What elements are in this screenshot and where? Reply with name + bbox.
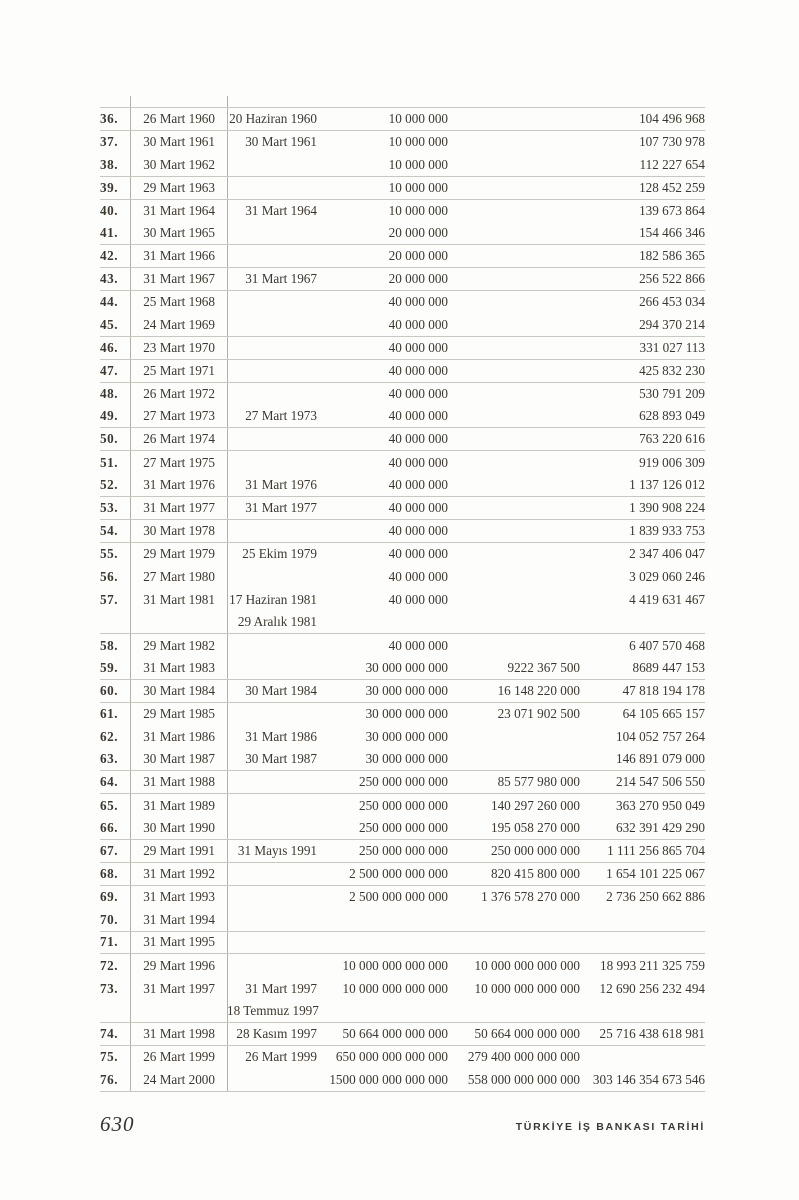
amount-column-3-cell: 104 496 968 [639, 110, 705, 126]
date-column-1-cell: 29 Mart 1996 [143, 957, 215, 973]
table-row [100, 222, 705, 245]
date-column-1-cell: 26 Mart 1999 [143, 1049, 215, 1065]
date-column-1-cell: 23 Mart 1970 [143, 339, 215, 355]
row-number-cell: 58. [100, 637, 118, 653]
amount-column-3-cell: 112 227 654 [639, 156, 705, 172]
date-column-1-cell: 31 Mart 1992 [143, 865, 215, 881]
row-number-cell: 44. [100, 294, 118, 310]
date-column-1-cell: 29 Mart 1982 [143, 637, 215, 653]
row-number-cell: 56. [100, 568, 118, 584]
table-row [100, 771, 705, 794]
date-column-1-cell: 27 Mart 1980 [143, 568, 215, 584]
table-row [100, 245, 705, 268]
table-row [100, 497, 705, 520]
row-number-cell: 51. [100, 454, 118, 470]
table-row [100, 1000, 705, 1023]
row-number-cell: 61. [100, 706, 118, 722]
amount-column-1-cell: 10 000 000 [388, 134, 448, 150]
amount-column-2-cell: 250 000 000 000 [490, 842, 580, 858]
amount-column-1-cell: 30 000 000 000 [365, 706, 448, 722]
amount-column-2-cell: 16 148 220 000 [497, 682, 580, 698]
date-column-2-cell: 31 Mart 1997 [245, 980, 317, 996]
table-row [100, 932, 705, 955]
amount-column-2-cell: 50 664 000 000 000 [474, 1025, 580, 1041]
date-column-1-cell: 30 Mart 1990 [143, 820, 215, 836]
amount-column-1-cell: 40 000 000 [388, 522, 448, 538]
amount-column-3-cell: 1 654 101 225 067 [606, 865, 705, 881]
row-number-cell: 48. [100, 385, 118, 401]
row-number-cell: 71. [100, 934, 118, 950]
amount-column-3-cell: 294 370 214 [639, 316, 705, 332]
row-number-cell: 55. [100, 546, 118, 562]
date-column-1-cell: 31 Mart 1964 [143, 202, 215, 218]
amount-column-1-cell: 40 000 000 [388, 408, 448, 424]
date-column-2-cell: 26 Mart 1999 [245, 1049, 317, 1065]
amount-column-1-cell: 10 000 000 [388, 202, 448, 218]
row-number-cell: 45. [100, 316, 118, 332]
amount-column-2-cell: 9222 367 500 [507, 659, 580, 675]
table-row [100, 474, 705, 497]
amount-column-1-cell: 30 000 000 000 [365, 729, 448, 745]
row-number-cell: 68. [100, 865, 118, 881]
amount-column-1-cell: 1500 000 000 000 000 [329, 1071, 448, 1087]
table-row [100, 520, 705, 543]
amount-column-1-cell: 40 000 000 [388, 637, 448, 653]
date-column-1-cell: 29 Mart 1991 [143, 842, 215, 858]
table-row [100, 817, 705, 840]
row-number-cell: 42. [100, 248, 118, 264]
table-row [100, 451, 705, 474]
amount-column-3-cell: 628 893 049 [639, 408, 705, 424]
date-column-1-cell: 30 Mart 1962 [143, 156, 215, 172]
date-column-1-cell: 30 Mart 1978 [143, 522, 215, 538]
date-column-2-cell: 27 Mart 1973 [245, 408, 317, 424]
date-column-1-cell: 29 Mart 1963 [143, 179, 215, 195]
date-column-2-cell: 31 Mart 1976 [245, 476, 317, 492]
table-row [100, 703, 705, 726]
date-column-1-cell: 31 Mart 1986 [143, 729, 215, 745]
running-title: TÜRKİYE İŞ BANKASI TARİHİ [515, 1121, 705, 1133]
date-column-1-cell: 31 Mart 1988 [143, 774, 215, 790]
capital-history-table [100, 96, 705, 1092]
date-column-1-cell: 25 Mart 1968 [143, 294, 215, 310]
amount-column-3-cell: 363 270 950 049 [615, 797, 705, 813]
amount-column-1-cell: 20 000 000 [388, 271, 448, 287]
amount-column-3-cell: 64 105 665 157 [622, 706, 705, 722]
table-row [100, 154, 705, 177]
date-column-2-cell: 18 Temmuz 1997 [227, 1003, 319, 1019]
amount-column-1-cell: 40 000 000 [388, 476, 448, 492]
amount-column-1-cell: 40 000 000 [388, 499, 448, 515]
table-row [100, 268, 705, 291]
amount-column-3-cell: 1 137 126 012 [629, 476, 705, 492]
row-number-cell: 57. [100, 591, 118, 607]
date-column-1-cell: 31 Mart 1995 [143, 934, 215, 950]
amount-column-1-cell: 2 500 000 000 000 [349, 865, 448, 881]
date-column-2-cell: 17 Haziran 1981 [229, 591, 317, 607]
date-column-2-cell: 28 Kasım 1997 [236, 1025, 317, 1041]
row-number-cell: 39. [100, 179, 118, 195]
amount-column-1-cell: 40 000 000 [388, 339, 448, 355]
amount-column-2-cell: 195 058 270 000 [490, 820, 580, 836]
date-column-2-cell: 31 Mayıs 1991 [237, 842, 317, 858]
row-number-cell: 66. [100, 820, 118, 836]
row-number-cell: 38. [100, 156, 118, 172]
amount-column-3-cell: 8689 447 153 [632, 659, 705, 675]
amount-column-3-cell: 128 452 259 [639, 179, 705, 195]
date-column-1-cell: 24 Mart 1969 [143, 316, 215, 332]
date-column-1-cell: 31 Mart 1993 [143, 889, 215, 905]
date-column-1-cell: 30 Mart 1965 [143, 225, 215, 241]
table-row [100, 314, 705, 337]
table-row [100, 405, 705, 428]
row-number-cell: 49. [100, 408, 118, 424]
date-column-1-cell: 30 Mart 1984 [143, 682, 215, 698]
amount-column-2-cell: 558 000 000 000 000 [467, 1071, 580, 1087]
date-column-1-cell: 31 Mart 1989 [143, 797, 215, 813]
amount-column-3-cell: 1 390 908 224 [629, 499, 705, 515]
date-column-1-cell: 31 Mart 1983 [143, 659, 215, 675]
amount-column-3-cell: 331 027 113 [639, 339, 705, 355]
page-number: 630 [100, 1112, 135, 1136]
date-column-1-cell: 26 Mart 1960 [143, 110, 215, 126]
row-number-cell: 76. [100, 1071, 118, 1087]
row-number-cell: 53. [100, 499, 118, 515]
table-row [100, 131, 705, 154]
table-row [100, 611, 705, 634]
amount-column-1-cell: 40 000 000 [388, 546, 448, 562]
table-row [100, 657, 705, 680]
amount-column-1-cell: 50 664 000 000 000 [342, 1025, 448, 1041]
row-number-cell: 37. [100, 134, 118, 150]
date-column-2-cell: 31 Mart 1967 [245, 271, 317, 287]
table-row [100, 749, 705, 772]
row-number-cell: 62. [100, 729, 118, 745]
table-row [100, 977, 705, 1000]
amount-column-2-cell: 10 000 000 000 000 [474, 980, 580, 996]
table-row [100, 909, 705, 932]
table-row [100, 383, 705, 406]
table-row [100, 177, 705, 200]
amount-column-1-cell: 10 000 000 [388, 179, 448, 195]
table-row [100, 726, 705, 749]
amount-column-2-cell: 279 400 000 000 000 [467, 1049, 580, 1065]
amount-column-1-cell: 40 000 000 [388, 385, 448, 401]
amount-column-2-cell: 85 577 980 000 [497, 774, 580, 790]
date-column-1-cell: 29 Mart 1979 [143, 546, 215, 562]
amount-column-1-cell: 40 000 000 [388, 431, 448, 447]
amount-column-3-cell: 104 052 757 264 [615, 729, 705, 745]
row-number-cell: 72. [100, 957, 118, 973]
amount-column-1-cell: 20 000 000 [388, 248, 448, 264]
table-row [100, 634, 705, 657]
amount-column-1-cell: 650 000 000 000 000 [335, 1049, 448, 1065]
row-number-cell: 70. [100, 911, 118, 927]
row-number-cell: 50. [100, 431, 118, 447]
amount-column-3-cell: 25 716 438 618 981 [599, 1025, 705, 1041]
amount-column-1-cell: 40 000 000 [388, 568, 448, 584]
amount-column-1-cell: 250 000 000 000 [358, 797, 448, 813]
row-number-cell: 75. [100, 1049, 118, 1065]
date-column-1-cell: 26 Mart 1974 [143, 431, 215, 447]
amount-column-3-cell: 146 891 079 000 [615, 751, 705, 767]
row-number-cell: 40. [100, 202, 118, 218]
amount-column-1-cell: 250 000 000 000 [358, 820, 448, 836]
date-column-1-cell: 27 Mart 1975 [143, 454, 215, 470]
date-column-1-cell: 31 Mart 1977 [143, 499, 215, 515]
table-row [100, 840, 705, 863]
amount-column-2-cell: 140 297 260 000 [490, 797, 580, 813]
date-column-2-cell: 30 Mart 1961 [245, 134, 317, 150]
date-column-1-cell: 27 Mart 1973 [143, 408, 215, 424]
row-number-cell: 41. [100, 225, 118, 241]
amount-column-1-cell: 10 000 000 000 000 [342, 957, 448, 973]
table-row [100, 886, 705, 909]
amount-column-3-cell: 1 111 256 865 704 [607, 842, 705, 858]
amount-column-1-cell: 20 000 000 [388, 225, 448, 241]
table-row [100, 588, 705, 611]
row-number-cell: 46. [100, 339, 118, 355]
amount-column-1-cell: 40 000 000 [388, 294, 448, 310]
date-column-1-cell: 26 Mart 1972 [143, 385, 215, 401]
table-row [100, 680, 705, 703]
amount-column-1-cell: 40 000 000 [388, 362, 448, 378]
date-column-2-cell: 30 Mart 1987 [245, 751, 317, 767]
amount-column-3-cell: 303 146 354 673 546 [592, 1071, 705, 1087]
amount-column-1-cell: 250 000 000 000 [358, 774, 448, 790]
amount-column-3-cell: 4 419 631 467 [629, 591, 705, 607]
amount-column-3-cell: 266 453 034 [639, 294, 705, 310]
amount-column-3-cell: 3 029 060 246 [629, 568, 705, 584]
amount-column-2-cell: 1 376 578 270 000 [481, 889, 580, 905]
date-column-2-cell: 29 Aralık 1981 [237, 614, 317, 630]
date-column-1-cell: 30 Mart 1987 [143, 751, 215, 767]
date-column-2-cell: 30 Mart 1984 [245, 682, 317, 698]
amount-column-3-cell: 1 839 933 753 [629, 522, 705, 538]
table-row [100, 566, 705, 589]
amount-column-3-cell: 47 818 194 178 [622, 682, 705, 698]
row-number-cell: 69. [100, 889, 118, 905]
amount-column-2-cell: 23 071 902 500 [497, 706, 580, 722]
amount-column-3-cell: 256 522 866 [639, 271, 705, 287]
amount-column-1-cell: 2 500 000 000 000 [349, 889, 448, 905]
amount-column-3-cell: 2 736 250 662 886 [606, 889, 705, 905]
date-column-1-cell: 31 Mart 1998 [143, 1025, 215, 1041]
amount-column-3-cell: 632 391 429 290 [615, 820, 705, 836]
amount-column-3-cell: 919 006 309 [639, 454, 705, 470]
date-column-1-cell: 30 Mart 1961 [143, 134, 215, 150]
amount-column-1-cell: 10 000 000 [388, 156, 448, 172]
amount-column-1-cell: 30 000 000 000 [365, 659, 448, 675]
amount-column-2-cell: 820 415 800 000 [490, 865, 580, 881]
row-number-cell: 47. [100, 362, 118, 378]
amount-column-2-cell: 10 000 000 000 000 [474, 957, 580, 973]
table-row [100, 337, 705, 360]
table-row [100, 543, 705, 566]
amount-column-1-cell: 250 000 000 000 [358, 842, 448, 858]
row-number-cell: 52. [100, 476, 118, 492]
table-row [100, 1023, 705, 1046]
date-column-1-cell: 29 Mart 1985 [143, 706, 215, 722]
row-number-cell: 73. [100, 980, 118, 996]
table-row [100, 428, 705, 451]
amount-column-1-cell: 30 000 000 000 [365, 751, 448, 767]
date-column-2-cell: 31 Mart 1964 [245, 202, 317, 218]
row-number-cell: 64. [100, 774, 118, 790]
amount-column-3-cell: 139 673 864 [639, 202, 705, 218]
amount-column-3-cell: 530 791 209 [639, 385, 705, 401]
amount-column-3-cell: 2 347 406 047 [629, 546, 705, 562]
table-row [100, 291, 705, 314]
table-row [100, 360, 705, 383]
amount-column-3-cell: 182 586 365 [639, 248, 705, 264]
amount-column-3-cell: 107 730 978 [639, 134, 705, 150]
row-number-cell: 59. [100, 659, 118, 675]
row-number-cell: 54. [100, 522, 118, 538]
row-number-cell: 63. [100, 751, 118, 767]
amount-column-3-cell: 154 466 346 [639, 225, 705, 241]
amount-column-3-cell: 18 993 211 325 759 [599, 957, 705, 973]
amount-column-3-cell: 425 832 230 [639, 362, 705, 378]
date-column-1-cell: 31 Mart 1967 [143, 271, 215, 287]
date-column-1-cell: 31 Mart 1976 [143, 476, 215, 492]
amount-column-1-cell: 40 000 000 [388, 591, 448, 607]
amount-column-1-cell: 30 000 000 000 [365, 682, 448, 698]
amount-column-1-cell: 40 000 000 [388, 316, 448, 332]
date-column-1-cell: 31 Mart 1981 [143, 591, 215, 607]
row-number-cell: 60. [100, 682, 118, 698]
row-number-cell: 43. [100, 271, 118, 287]
row-number-cell: 74. [100, 1025, 118, 1041]
date-column-1-cell: 31 Mart 1997 [143, 980, 215, 996]
row-number-cell: 36. [100, 110, 118, 126]
table-row [100, 954, 705, 977]
table-row [100, 108, 705, 131]
date-column-1-cell: 25 Mart 1971 [143, 362, 215, 378]
amount-column-1-cell: 10 000 000 [388, 110, 448, 126]
table-row [100, 863, 705, 886]
row-number-cell: 65. [100, 797, 118, 813]
row-number-cell: 67. [100, 842, 118, 858]
table-row [100, 200, 705, 223]
date-column-1-cell: 31 Mart 1966 [143, 248, 215, 264]
table-row [100, 1069, 705, 1092]
date-column-2-cell: 31 Mart 1977 [245, 499, 317, 515]
amount-column-3-cell: 763 220 616 [639, 431, 705, 447]
date-column-1-cell: 24 Mart 2000 [143, 1071, 215, 1087]
amount-column-3-cell: 6 407 570 468 [629, 637, 705, 653]
amount-column-1-cell: 10 000 000 000 000 [342, 980, 448, 996]
table-rows [100, 108, 705, 1092]
amount-column-1-cell: 40 000 000 [388, 454, 448, 470]
table-row [100, 794, 705, 817]
table-row [100, 1046, 705, 1069]
date-column-2-cell: 25 Ekim 1979 [242, 546, 317, 562]
date-column-1-cell: 31 Mart 1994 [143, 911, 215, 927]
amount-column-3-cell: 12 690 256 232 494 [599, 980, 705, 996]
amount-column-3-cell: 214 547 506 550 [615, 774, 705, 790]
date-column-2-cell: 31 Mart 1986 [245, 729, 317, 745]
date-column-2-cell: 20 Haziran 1960 [229, 110, 317, 126]
